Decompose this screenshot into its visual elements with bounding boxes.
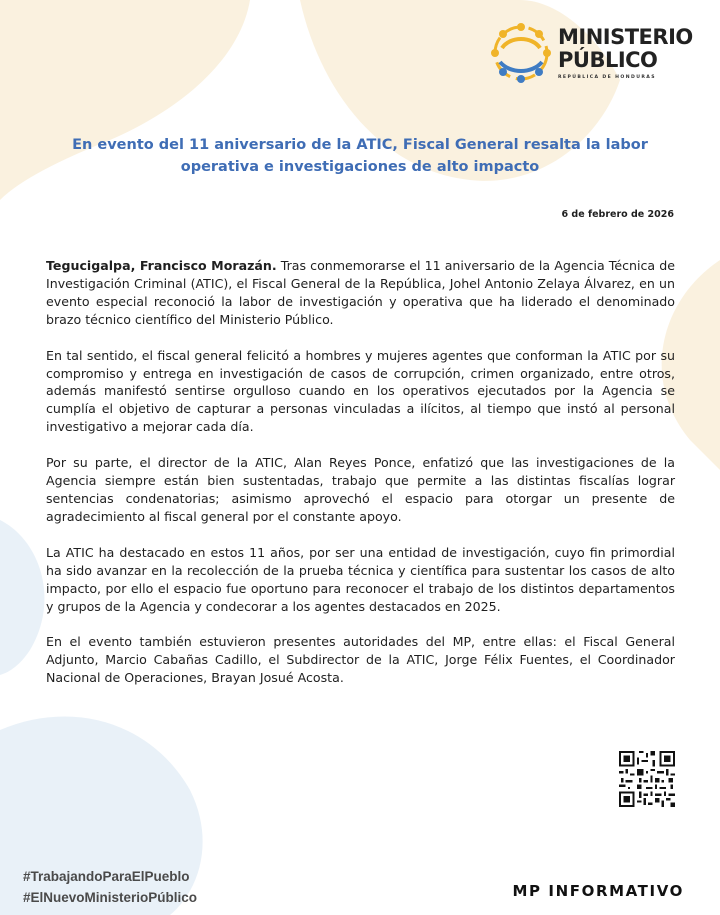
article-date: 6 de febrero de 2026: [561, 209, 674, 220]
hashtags: [23, 866, 197, 908]
logo-wordmark: [558, 26, 698, 80]
logo-publico: PÚBLICO: [558, 48, 658, 72]
paragraph-1-text: Tras conmemorarse el 11 aniversario de la Agencia Técnica de Investigación Criminal (ATIC), el Fiscal General de la República, Johel Antonio Zelaya Álvarez, en un evento especial reconoció la labor de investigación y operativa que ha liderado el denominado brazo técnico científico del Ministerio Público.: [46, 258, 675, 327]
mp-informativo-brand: MP INFORMATIVO: [512, 882, 684, 900]
hashtag-nuevo-ministerio[interactable]: #ElNuevoMinisterioPúblico: [23, 890, 198, 905]
paragraph-4: La ATIC ha destacado en estos 11 años, por ser una entidad de investigación, cuyo fin primordial ha sido avanzar en la recolección de la prueba técnica y científica para sustentar los casos de alto impacto, por ello el espacio fue oportuno para reconocer el trabajo de los distintos departamentos y grupos de la Agencia y condecorar a los agentes destacados en 2025.: [46, 544, 675, 614]
ministerio-publico-logo: [490, 22, 700, 84]
logo-ministerio: MINISTERIO: [558, 25, 693, 49]
watermark-shape-left: [0, 520, 44, 675]
paragraph-5: En el evento también estuvieron presentes autoridades del MP, entre ellas: el Fiscal General Adjunto, Marcio Cabañas Cadillo, el Subdirector de la ATIC, Jorge Félix Fuentes, el Coordinador Nacional de Operaciones, Brayan Josué Acosta.: [46, 634, 675, 686]
paragraph-1: [46, 257, 675, 329]
hashtag-trabajando[interactable]: #TrabajandoParaElPueblo: [23, 869, 190, 884]
dateline: Tegucigalpa, Francisco Morazán.: [46, 258, 277, 273]
paragraph-2: En tal sentido, el fiscal general felicitó a hombres y mujeres agentes que conforman la ATIC por su compromiso y entrega en investigación de casos de corrupción, crimen organizado, entre otros, además manifestó sentirse orgulloso cuando en los operativos ejecutados por la Agencia se cumplía el objetivo de capturar a personas vinculadas a ilícitos, al tiempo que instó al personal investigativo a mejorar cada día.: [46, 347, 675, 435]
article-body: [46, 257, 675, 705]
qr-code-icon[interactable]: [619, 751, 675, 807]
logo-emblem-icon: [490, 22, 552, 84]
logo-republica: REPÚBLICA DE HONDURAS: [558, 75, 656, 80]
article-title: En evento del 11 aniversario de la ATIC, Fiscal General resalta la labor operativa e investigaciones de alto impacto: [72, 137, 648, 175]
paragraph-3: Por su parte, el director de la ATIC, Alan Reyes Ponce, enfatizó que las investigaciones de la Agencia siempre están bien sustentadas, trabajo que permite a las distintas fiscalías lograr sentencias condenatorias; asimismo aprovechó el espacio para otorgar un presente de agradecimiento al fiscal general por el constante apoyo.: [46, 455, 675, 524]
